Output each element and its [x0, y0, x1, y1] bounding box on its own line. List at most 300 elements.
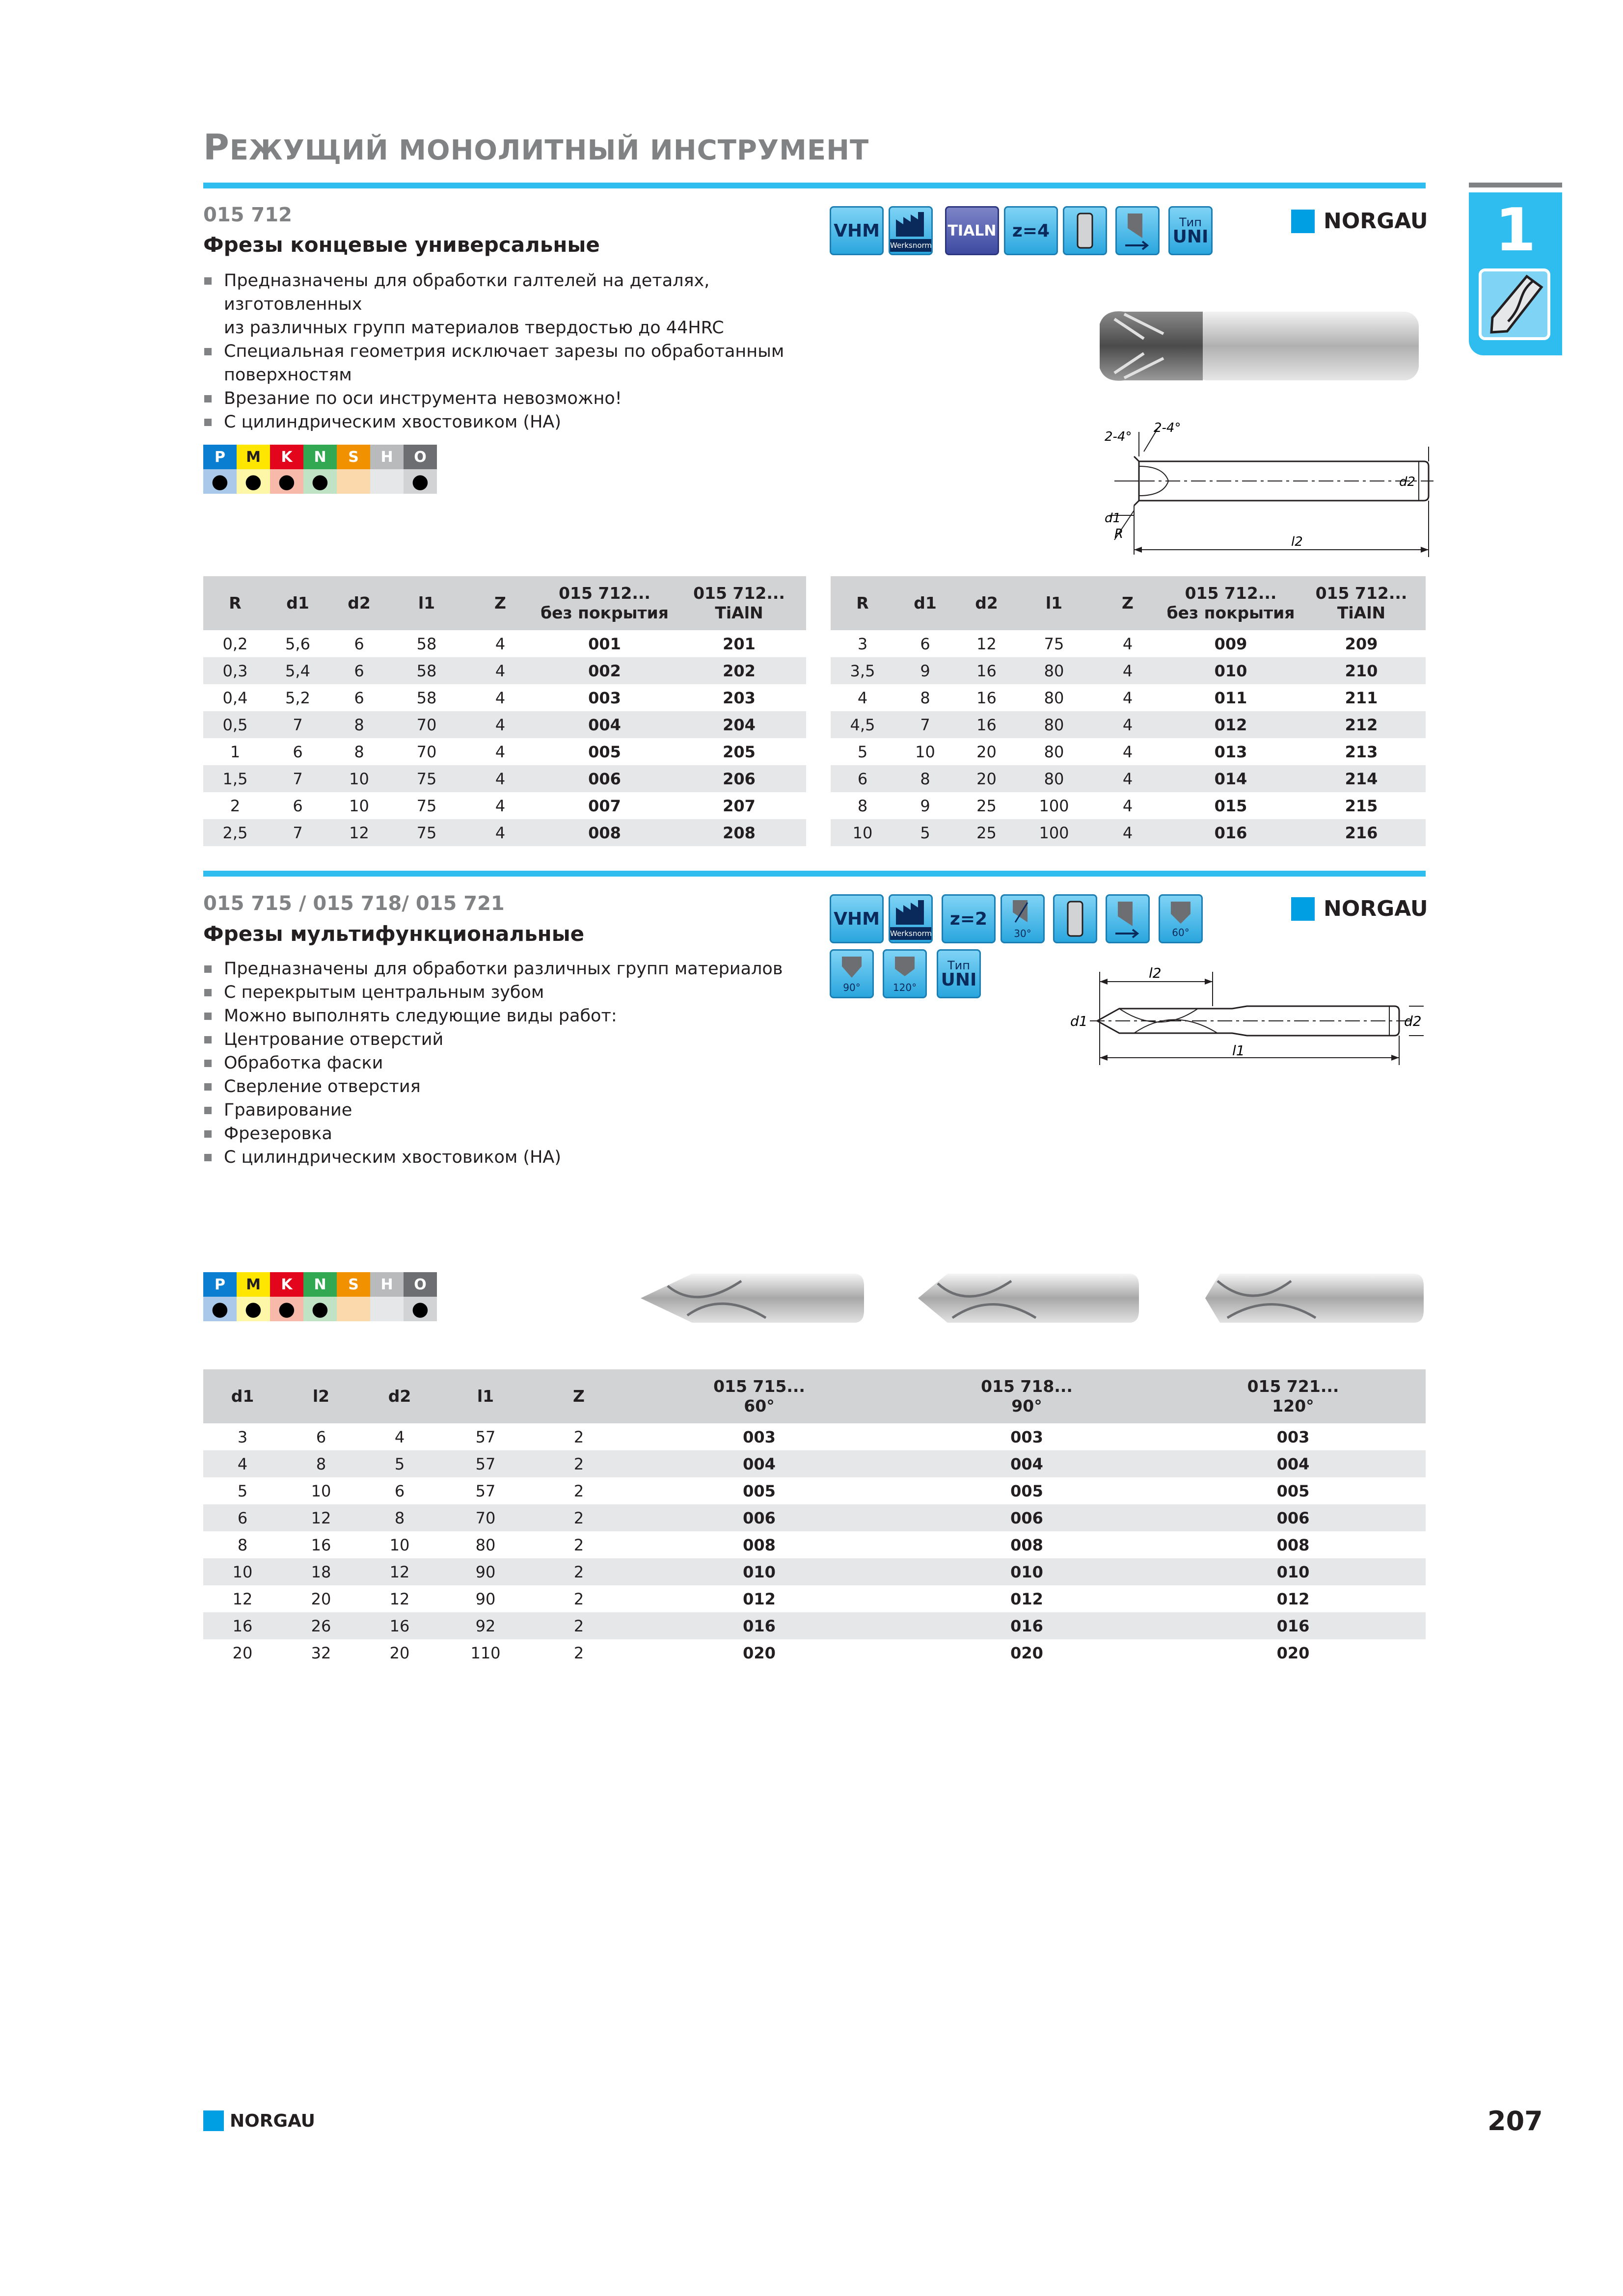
bullet-item: С цилиндрическим хвостовиком (HA)	[203, 1146, 841, 1169]
table-cell: 5,4	[267, 657, 328, 684]
table-cell: 6	[354, 688, 364, 707]
table-cell: 12	[282, 1504, 360, 1531]
table-cell: 4	[463, 765, 537, 792]
table-cell: 90	[475, 1589, 496, 1608]
table-cell: 016	[1164, 819, 1297, 846]
table-cell: 75	[390, 819, 463, 846]
table-cell: 204	[672, 711, 806, 738]
material-suitability-s	[337, 469, 370, 494]
material-suitability-m: ●	[237, 469, 270, 494]
table-cell: 213	[1345, 742, 1378, 761]
col-header: l1	[390, 576, 463, 630]
material-suitability-s	[337, 1297, 370, 1321]
table-cell: 003	[1276, 1427, 1310, 1446]
table-cell: 92	[439, 1612, 532, 1639]
table-cell: 009	[1214, 634, 1247, 653]
material-group-s: S	[337, 445, 370, 469]
materials-table	[203, 445, 437, 494]
col-header: d2	[328, 576, 390, 630]
werksnorm-icon: Werksnorm	[889, 894, 933, 943]
table-cell: 9	[894, 657, 956, 684]
table-cell: 7	[267, 711, 328, 738]
bullet-item: Можно выполнять следующие виды работ:	[203, 1004, 841, 1028]
col-header: Z	[1091, 576, 1164, 630]
table-cell: 212	[1297, 711, 1426, 738]
table-row	[831, 684, 1426, 711]
table-cell: 26	[282, 1612, 360, 1639]
table-cell: 4	[463, 711, 537, 738]
z2-icon: z=2	[942, 894, 996, 943]
table-cell: 18	[282, 1558, 360, 1585]
table-cell: 2	[532, 1612, 625, 1639]
table-cell: 006	[893, 1504, 1161, 1531]
table-cell: 209	[1345, 634, 1378, 653]
table-row	[203, 1423, 1426, 1450]
table-cell: 010	[1164, 657, 1297, 684]
drawing-r-label: R	[1114, 527, 1124, 541]
col-header: l2	[282, 1369, 360, 1423]
section2-code: 015 715 / 015 718/ 015 721	[203, 892, 505, 915]
table-cell: 003	[1010, 1427, 1043, 1446]
table-cell: 6	[316, 1427, 326, 1446]
material-group-n: N	[303, 445, 337, 469]
table-cell: 206	[672, 765, 806, 792]
cutting-direction-icon	[1115, 206, 1160, 255]
table-cell: 10	[831, 819, 894, 846]
table-cell: 12	[232, 1589, 253, 1608]
material-group-n: N	[303, 1272, 337, 1297]
col-header: 015 712... без покрытия	[1164, 576, 1297, 630]
material-group-o: O	[404, 445, 437, 469]
brand-square	[1291, 210, 1315, 233]
table-cell: 16	[203, 1612, 282, 1639]
table-cell: 004	[1161, 1450, 1426, 1477]
col-header: d1	[267, 576, 328, 630]
mill-photo-90	[913, 1266, 1144, 1332]
mill-photo-120	[1198, 1266, 1429, 1332]
material-suitability-h	[370, 469, 404, 494]
table-cell: 0,5	[203, 711, 267, 738]
bullet-item: С цилиндрическим хвостовиком (HA)	[203, 410, 841, 434]
footer-brand-logo: NORGAU	[203, 2110, 315, 2131]
table-cell: 4	[1091, 657, 1164, 684]
section1-rule	[203, 183, 1426, 188]
end-mill-photo	[1095, 304, 1429, 390]
table-cell: 2	[230, 796, 241, 815]
table-cell: 7	[267, 765, 328, 792]
table-cell: 003	[588, 688, 621, 707]
table-cell: 5,2	[285, 688, 310, 707]
tab-bar	[1469, 183, 1562, 187]
table-cell: 008	[743, 1535, 776, 1554]
table-cell: 8	[282, 1450, 360, 1477]
table-row	[203, 684, 806, 711]
table-cell: 6	[203, 1504, 282, 1531]
table-cell: 207	[723, 796, 756, 815]
vhm-icon: VHM	[830, 206, 884, 255]
table-cell: 10	[915, 742, 935, 761]
section2-heading: Фрезы мультифункциональные	[203, 922, 585, 946]
table-cell: 0,4	[222, 688, 248, 707]
bullet-item: Обработка фаски	[203, 1051, 841, 1075]
table-cell: 4	[495, 688, 506, 707]
technical-drawing-712	[1085, 417, 1438, 566]
table-cell: 005	[1276, 1481, 1310, 1500]
table-cell: 201	[723, 634, 756, 653]
table-cell: 6	[354, 634, 364, 653]
brand-logo-section2: NORGAU	[1291, 896, 1428, 921]
table-cell: 211	[1345, 688, 1378, 707]
table-cell: 8	[894, 765, 956, 792]
table-cell: 214	[1297, 765, 1426, 792]
col-header: 015 712... TiAlN	[672, 576, 806, 630]
data-table-712-right	[831, 576, 1426, 846]
material-suitability-h	[370, 1297, 404, 1321]
table-cell: 002	[537, 657, 672, 684]
table-cell: 203	[723, 688, 756, 707]
bullet-item: Предназначены для обработки галтелей на деталях, изготовленных	[203, 269, 841, 316]
col-header: 015 721... 120°	[1161, 1369, 1426, 1423]
col-header: d2	[956, 576, 1017, 630]
cylinder-shank-icon	[1063, 206, 1107, 255]
brand-logo-section1: NORGAU	[1291, 209, 1428, 234]
table-cell: 011	[1214, 688, 1247, 707]
table-cell: 2,5	[203, 819, 267, 846]
data-table-712-left	[203, 576, 806, 846]
cutting-direction-icon	[1106, 894, 1150, 943]
table-cell: 5	[894, 819, 956, 846]
table-cell: 010	[625, 1558, 893, 1585]
table-row	[831, 630, 1426, 657]
table-row	[831, 657, 1426, 684]
drawing-angle-label: 2-4°	[1154, 421, 1181, 435]
table-cell: 3	[237, 1427, 248, 1446]
table-cell: 8	[360, 1504, 439, 1531]
table-cell: 4	[463, 657, 537, 684]
brand-square	[203, 2110, 224, 2131]
material-suitability-p: ●	[203, 1297, 237, 1321]
table-row	[203, 711, 806, 738]
table-row	[203, 765, 806, 792]
tip-angle-120-icon: 120°	[883, 949, 927, 998]
table-cell: 1,5	[203, 765, 267, 792]
table-row	[203, 738, 806, 765]
table-cell: 20	[311, 1589, 331, 1608]
material-suitability-k: ●	[270, 469, 303, 494]
technical-drawing-715	[1070, 962, 1424, 1077]
table-cell: 32	[311, 1643, 331, 1662]
table-cell: 57	[475, 1427, 496, 1446]
table-row	[831, 738, 1426, 765]
table-cell: 016	[625, 1612, 893, 1639]
table-cell: 2	[573, 1643, 584, 1662]
bullet-item: Специальная геометрия исключает зарезы по обработанным	[203, 340, 841, 363]
bullet-item: Фрезеровка	[203, 1122, 841, 1146]
table-cell: 004	[537, 711, 672, 738]
col-header: l1	[1017, 576, 1091, 630]
table-cell: 57	[475, 1481, 496, 1500]
drawing-l2-label: l2	[1291, 534, 1303, 549]
table-cell: 10	[203, 1558, 282, 1585]
table-cell: 80	[1044, 742, 1064, 761]
drawing-d2-label: d2	[1399, 475, 1416, 489]
table-cell: 008	[1276, 1535, 1310, 1554]
table-cell: 014	[1164, 765, 1297, 792]
material-group-p: P	[203, 1272, 237, 1297]
table-cell: 58	[390, 657, 463, 684]
table-cell: 8	[857, 796, 868, 815]
table-cell: 20	[976, 742, 997, 761]
drawing-d1-label: d1	[1070, 1013, 1088, 1029]
col-header: Z	[532, 1369, 625, 1423]
material-suitability-o: ●	[404, 469, 437, 494]
table-cell: 6	[293, 742, 303, 761]
table-cell: 80	[1044, 688, 1064, 707]
table-cell: 016	[893, 1612, 1161, 1639]
table-row	[203, 1585, 1426, 1612]
drill-icon	[1478, 267, 1551, 341]
table-cell: 4	[495, 634, 506, 653]
table-cell: 16	[956, 711, 1017, 738]
table-cell: 9	[920, 796, 930, 815]
table-row	[203, 630, 806, 657]
table-cell: 015	[1214, 796, 1247, 815]
material-suitability-n: ●	[303, 1297, 337, 1321]
table-cell: 2	[573, 1535, 584, 1554]
table-cell: 0,3	[203, 657, 267, 684]
drawing-d1-label: d1	[1105, 511, 1121, 526]
table-cell: 006	[625, 1504, 893, 1531]
table-cell: 005	[1010, 1481, 1043, 1500]
table-cell: 20	[389, 1643, 410, 1662]
table-cell: 006	[1161, 1504, 1426, 1531]
table-cell: 004	[893, 1450, 1161, 1477]
type-uni-icon: Тип UNI	[937, 949, 981, 998]
table-row	[203, 1612, 1426, 1639]
table-cell: 5	[857, 742, 868, 761]
material-suitability-n: ●	[303, 469, 337, 494]
section1-code: 015 712	[203, 204, 292, 226]
table-cell: 16	[976, 688, 997, 707]
table-cell: 004	[625, 1450, 893, 1477]
table-cell: 4,5	[831, 711, 894, 738]
table-cell: 5	[360, 1450, 439, 1477]
table-cell: 016	[1161, 1612, 1426, 1639]
table-cell: 4	[495, 796, 506, 815]
table-cell: 010	[1161, 1558, 1426, 1585]
table-cell: 2	[532, 1450, 625, 1477]
table-cell: 012	[1010, 1589, 1043, 1608]
table-row	[203, 1477, 1426, 1504]
table-cell: 70	[439, 1504, 532, 1531]
bullet-item: Сверление отверстия	[203, 1075, 841, 1098]
col-header: R	[203, 576, 267, 630]
table-cell: 20	[956, 765, 1017, 792]
table-row	[203, 1531, 1426, 1558]
table-cell: 4	[1091, 765, 1164, 792]
table-cell: 58	[416, 688, 437, 707]
table-row	[203, 819, 806, 846]
table-cell: 70	[390, 711, 463, 738]
table-cell: 010	[893, 1558, 1161, 1585]
table-cell: 215	[1345, 796, 1378, 815]
col-header: 015 712... TiAlN	[1297, 576, 1426, 630]
bullet-continuation: поверхностям	[224, 365, 352, 385]
table-cell: 100	[1039, 796, 1069, 815]
table-cell: 008	[1010, 1535, 1043, 1554]
table-cell: 80	[1017, 657, 1091, 684]
table-cell: 16	[311, 1535, 331, 1554]
material-group-o: O	[404, 1272, 437, 1297]
table-cell: 70	[416, 742, 437, 761]
col-header: d1	[894, 576, 956, 630]
tip-angle-90-icon: 90°	[830, 949, 874, 998]
table-cell: 110	[470, 1643, 501, 1662]
table-cell: 4	[495, 742, 506, 761]
material-group-h: H	[370, 1272, 404, 1297]
drawing-d2-label: d2	[1404, 1013, 1422, 1029]
table-cell: 25	[976, 796, 997, 815]
table-cell: 012	[743, 1589, 776, 1608]
material-group-s: S	[337, 1272, 370, 1297]
table-cell: 16	[956, 657, 1017, 684]
table-cell: 90	[439, 1558, 532, 1585]
table-cell: 8	[354, 742, 364, 761]
bullet-item: Предназначены для обработки различных групп материалов	[203, 957, 841, 981]
table-cell: 2	[532, 1504, 625, 1531]
table-cell: 80	[1017, 711, 1091, 738]
table-cell: 25	[956, 819, 1017, 846]
table-cell: 7	[894, 711, 956, 738]
data-table-715	[203, 1369, 1426, 1666]
table-cell: 6	[831, 765, 894, 792]
table-cell: 3,5	[831, 657, 894, 684]
table-cell: 4	[1091, 819, 1164, 846]
material-group-k: K	[270, 1272, 303, 1297]
col-header: 015 712... без покрытия	[537, 576, 672, 630]
table-cell: 5,6	[285, 634, 310, 653]
table-cell: 4	[857, 688, 868, 707]
material-suitability-p: ●	[203, 469, 237, 494]
material-suitability-k: ●	[270, 1297, 303, 1321]
drawing-l1-label: l1	[1232, 1042, 1245, 1059]
table-cell: 12	[328, 819, 390, 846]
table-cell: 57	[439, 1450, 532, 1477]
vhm-icon: VHM	[830, 894, 884, 943]
table-cell: 208	[672, 819, 806, 846]
helix-30-icon: 30°	[1001, 894, 1045, 943]
table-cell: 1	[230, 742, 241, 761]
table-row	[831, 819, 1426, 846]
table-cell: 100	[1017, 819, 1091, 846]
brand-square	[1291, 897, 1315, 921]
table-cell: 8	[920, 688, 930, 707]
table-cell: 12	[976, 634, 997, 653]
table-cell: 5	[237, 1481, 248, 1500]
table-cell: 6	[328, 657, 390, 684]
material-group-k: K	[270, 445, 303, 469]
section1-heading: Фрезы концевые универсальные	[203, 233, 600, 257]
table-cell: 020	[743, 1643, 776, 1662]
table-cell: 008	[537, 819, 672, 846]
werksnorm-icon: Werksnorm	[889, 206, 933, 255]
table-cell: 2	[573, 1427, 584, 1446]
table-row	[203, 1558, 1426, 1585]
table-cell: 216	[1297, 819, 1426, 846]
col-header: d2	[360, 1369, 439, 1423]
table-cell: 001	[588, 634, 621, 653]
table-cell: 012	[1164, 711, 1297, 738]
bullet-item: С перекрытым центральным зубом	[203, 981, 841, 1004]
material-group-m: M	[237, 445, 270, 469]
table-cell: 58	[416, 634, 437, 653]
table-cell: 4	[203, 1450, 282, 1477]
drawing-l2-label: l2	[1149, 965, 1162, 981]
table-cell: 005	[588, 742, 621, 761]
table-row	[203, 1639, 1426, 1666]
table-cell: 8	[328, 711, 390, 738]
table-cell: 75	[390, 765, 463, 792]
table-cell: 6	[920, 634, 930, 653]
table-cell: 4	[1122, 688, 1133, 707]
table-cell: 205	[723, 742, 756, 761]
table-cell: 2	[573, 1481, 584, 1500]
table-cell: 75	[416, 796, 437, 815]
bullet-continuation: из различных групп материалов твердостью до 44HRC	[224, 318, 724, 338]
section1-bullets	[203, 269, 841, 434]
table-cell: 4	[1091, 711, 1164, 738]
table-row	[203, 1504, 1426, 1531]
drawing-angle-label: 2-4°	[1105, 429, 1132, 444]
bullet-item: Гравирование	[203, 1098, 841, 1122]
table-cell: 10	[349, 796, 369, 815]
col-header: 015 715... 60°	[625, 1369, 893, 1423]
col-header: Z	[463, 576, 537, 630]
bullet-item: Центрование отверстий	[203, 1028, 841, 1051]
page-title: РЕЖУЩИЙ МОНОЛИТНЫЙ ИНСТРУМЕНТ	[203, 127, 869, 168]
table-cell: 7	[267, 819, 328, 846]
table-row	[831, 765, 1426, 792]
table-cell: 3	[857, 634, 868, 653]
table-cell: 2	[573, 1589, 584, 1608]
table-cell: 12	[360, 1558, 439, 1585]
table-cell: 4	[463, 819, 537, 846]
mill-photo-60	[638, 1266, 869, 1332]
table-row	[831, 792, 1426, 819]
table-cell: 2	[532, 1558, 625, 1585]
table-cell: 80	[1017, 765, 1091, 792]
table-cell: 202	[672, 657, 806, 684]
table-cell: 80	[475, 1535, 496, 1554]
table-cell: 4	[1122, 742, 1133, 761]
material-suitability-m: ●	[237, 1297, 270, 1321]
type-uni-icon: Тип UNI	[1168, 206, 1213, 255]
col-header: l1	[439, 1369, 532, 1423]
table-cell: 12	[389, 1589, 410, 1608]
material-suitability-o: ●	[404, 1297, 437, 1321]
table-cell: 005	[743, 1481, 776, 1500]
section2-bullets	[203, 957, 841, 1169]
table-cell: 013	[1214, 742, 1247, 761]
material-group-p: P	[203, 445, 237, 469]
table-cell: 020	[1276, 1643, 1310, 1662]
z4-icon: z=4	[1004, 206, 1058, 255]
chapter-number: 1	[1495, 196, 1536, 265]
section2-rule	[203, 871, 1426, 877]
material-group-m: M	[237, 1272, 270, 1297]
cylinder-shank-icon	[1053, 894, 1097, 943]
table-cell: 020	[1010, 1643, 1043, 1662]
